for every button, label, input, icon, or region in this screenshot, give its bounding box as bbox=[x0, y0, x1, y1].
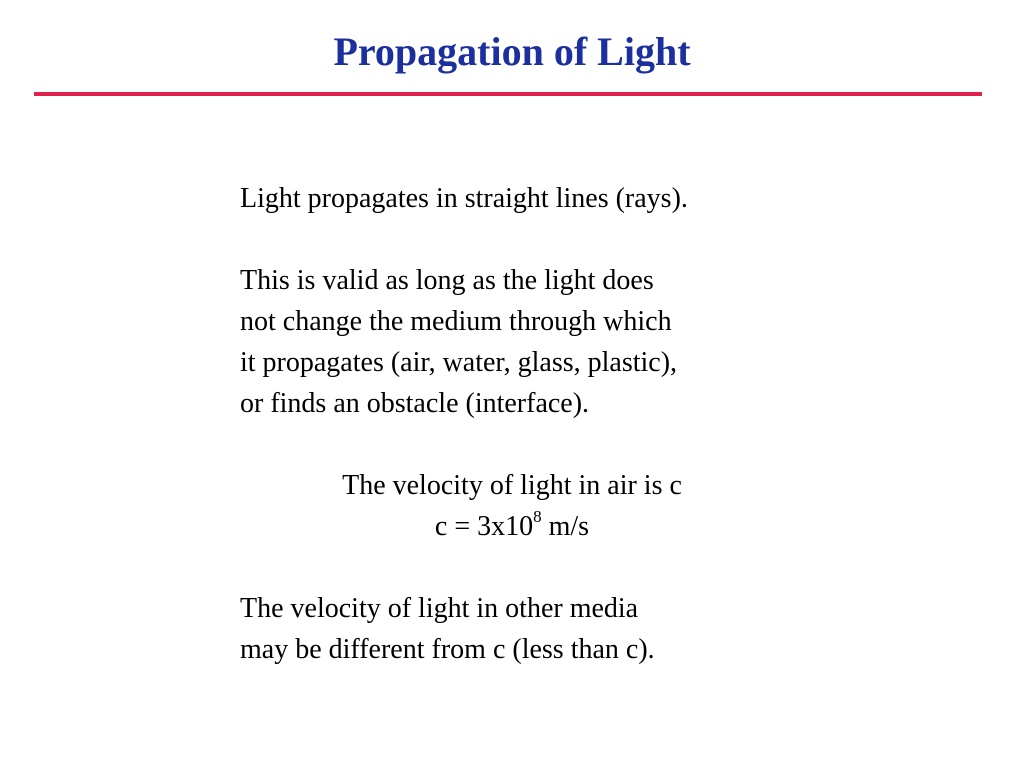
text-line: Light propagates in straight lines (rays). bbox=[240, 183, 688, 214]
text-line: not change the medium through which bbox=[240, 306, 672, 337]
paragraph-velocity-air bbox=[240, 465, 784, 547]
velocity-formula bbox=[240, 506, 784, 547]
text-line: it propagates (air, water, glass, plastic), bbox=[240, 347, 678, 378]
formula-unit: m/s bbox=[541, 511, 590, 542]
paragraph-validity bbox=[240, 260, 800, 424]
formula-exponent: 8 bbox=[533, 506, 542, 526]
title-divider bbox=[34, 92, 982, 96]
paragraph-straight-lines bbox=[240, 178, 800, 219]
text-line: The velocity of light in other media bbox=[240, 593, 639, 624]
text-line: or finds an obstacle (interface). bbox=[240, 388, 590, 419]
text-line: This is valid as long as the light does bbox=[240, 265, 654, 296]
paragraph-other-media bbox=[240, 588, 800, 670]
text-line: The velocity of light in air is c bbox=[342, 470, 682, 501]
text-line: may be different from c (less than c). bbox=[240, 634, 655, 665]
formula-base: c = 3x10 bbox=[434, 511, 534, 542]
slide-title: Propagation of Light bbox=[333, 29, 691, 74]
